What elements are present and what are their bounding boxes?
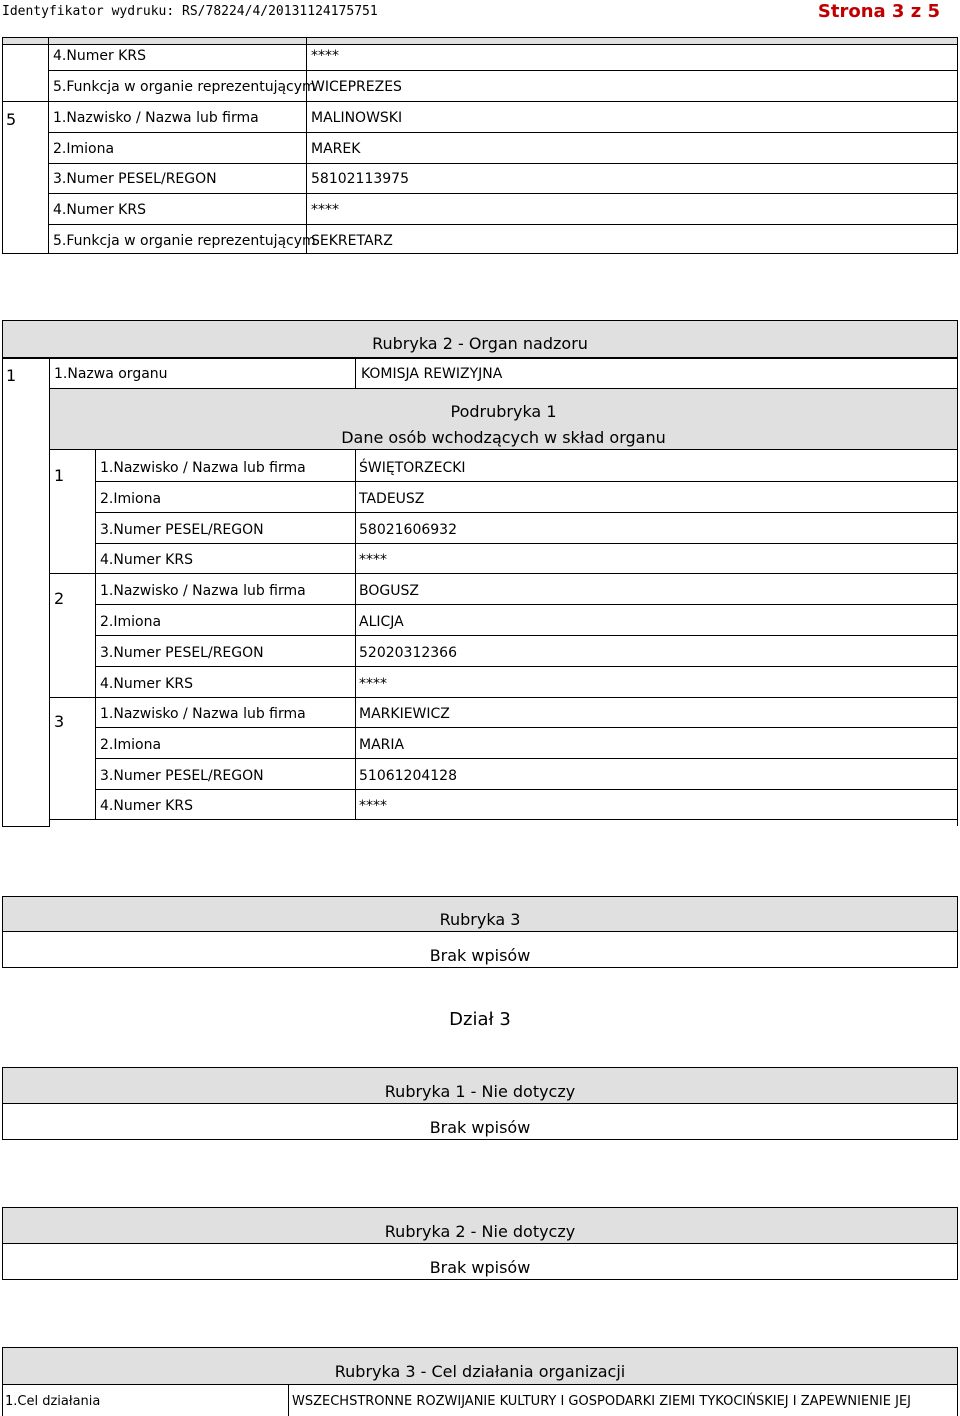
row-label: 1.Nazwisko / Nazwa lub firma — [53, 110, 259, 126]
purpose-value: WSZECHSTRONNE ROZWIJANIE KULTURY I GOSPODARKI ZIEMI TYKOCIŃSKIEJ I ZAPEWNIENIE JEJ — [292, 1394, 911, 1409]
purpose-label: 1.Cel działania — [5, 1394, 101, 1409]
organ-name-label: 1.Nazwa organu — [54, 366, 168, 382]
row-value: **** — [359, 798, 387, 814]
row-label: 2.Imiona — [100, 614, 162, 630]
no-entries-text: Brak wpisów — [429, 1258, 531, 1277]
row-value: 52020312366 — [359, 645, 457, 661]
print-identifier: Identyfikator wydruku: RS/78224/4/20131124175751 — [2, 4, 378, 19]
person-index: 3 — [54, 712, 65, 731]
row-label: 1.Nazwisko / Nazwa lub firma — [100, 583, 306, 599]
row-label: 2.Imiona — [100, 737, 162, 753]
row-label: 3.Numer PESEL/REGON — [100, 522, 264, 538]
row-label: 4.Numer KRS — [53, 202, 146, 218]
section-title: Rubryka 2 - Organ nadzoru — [372, 334, 588, 353]
row-label: 2.Imiona — [100, 491, 162, 507]
row-value: 58102113975 — [311, 171, 409, 187]
section-title: Rubryka 2 - Nie dotyczy — [384, 1222, 576, 1241]
row-value: **** — [311, 202, 339, 218]
person-index: 1 — [54, 466, 65, 485]
row-label: 2.Imiona — [53, 141, 115, 157]
row-label: 1.Nazwisko / Nazwa lub firma — [100, 706, 306, 722]
row-label: 4.Numer KRS — [100, 676, 193, 692]
row-value: ŚWIĘTORZECKI — [359, 460, 466, 476]
division-title: Dział 3 — [449, 1009, 511, 1030]
row-label: 5.Funkcja w organie reprezentującym — [53, 79, 316, 95]
row-label: 1.Nazwisko / Nazwa lub firma — [100, 460, 306, 476]
subsection-subtitle: Dane osób wchodzących w skład organu — [341, 428, 666, 447]
row-label: 3.Numer PESEL/REGON — [100, 768, 264, 784]
row-label: 4.Numer KRS — [100, 798, 193, 814]
row-value: 58021606932 — [359, 522, 457, 538]
row-value: **** — [359, 676, 387, 692]
row-label: 5.Funkcja w organie reprezentującym — [53, 233, 316, 249]
row-value: TADEUSZ — [359, 491, 425, 507]
no-entries-text: Brak wpisów — [429, 946, 531, 965]
page-number: Strona 3 z 5 — [817, 1, 940, 22]
person-index: 2 — [54, 589, 65, 608]
section-title: Rubryka 1 - Nie dotyczy — [384, 1082, 576, 1101]
row-value: SEKRETARZ — [311, 233, 393, 249]
row-value: WICEPREZES — [311, 79, 402, 95]
subsection-title: Podrubryka 1 — [450, 402, 557, 421]
row-label: 4.Numer KRS — [100, 552, 193, 568]
organ-name-value: KOMISJA REWIZYJNA — [361, 366, 503, 382]
row-label: 3.Numer PESEL/REGON — [100, 645, 264, 661]
entry-index: 1 — [6, 366, 17, 385]
entry-index: 5 — [6, 110, 17, 129]
row-value: ALICJA — [359, 614, 404, 630]
row-value: **** — [311, 48, 339, 64]
section-title: Rubryka 3 - Cel działania organizacji — [334, 1362, 626, 1381]
row-value: MARIA — [359, 737, 405, 753]
row-label: 4.Numer KRS — [53, 48, 146, 64]
row-value: 51061204128 — [359, 768, 457, 784]
row-value: MAREK — [311, 141, 361, 157]
row-value: BOGUSZ — [359, 583, 419, 599]
no-entries-text: Brak wpisów — [429, 1118, 531, 1137]
section-title: Rubryka 3 — [439, 910, 521, 929]
row-value: MALINOWSKI — [311, 110, 403, 126]
row-value: **** — [359, 552, 387, 568]
row-value: MARKIEWICZ — [359, 706, 450, 722]
row-label: 3.Numer PESEL/REGON — [53, 171, 217, 187]
